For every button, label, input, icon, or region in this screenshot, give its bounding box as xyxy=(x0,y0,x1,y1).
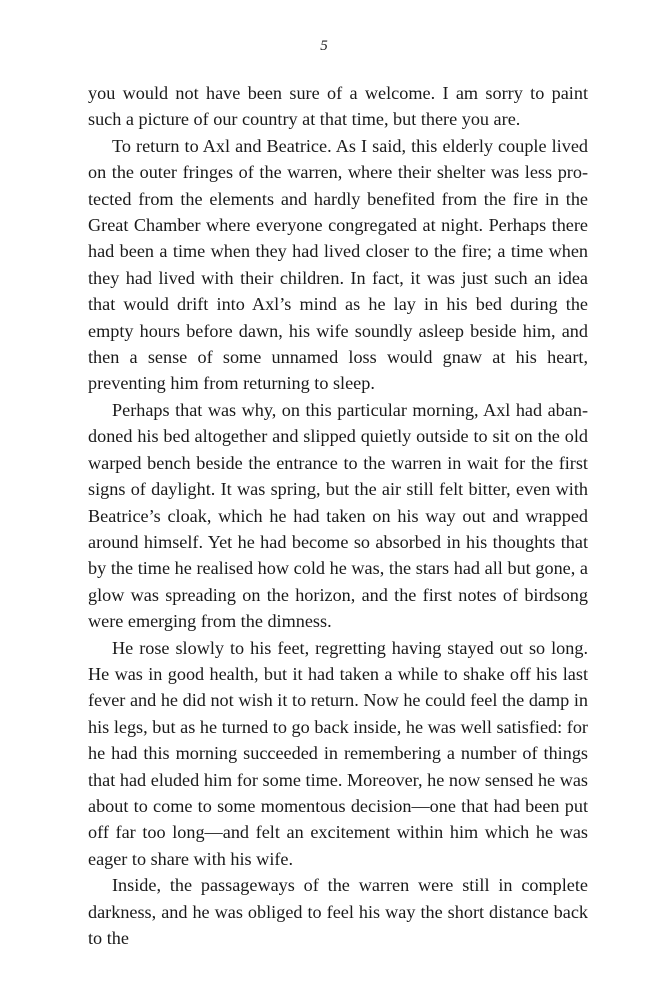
paragraph-2: To return to Axl and Beatrice. As I said, this elderly couple lived on the outer fringes of the warren, where their shelter was less protected from the elements and hardly benefited from the fire in the Great Chamber where everyone congregated at night. Perhaps there had been a time when they had lived closer to the fire; a time when they had lived with their children. In fact, it was just such an idea that would drift into Axl’s mind as he lay in his bed during the empty hours before dawn, his wife soundly asleep beside him, and then a sense of some unnamed loss would gnaw at his heart, preventing him from returning to sleep. xyxy=(88,135,588,394)
paragraph-3: Perhaps that was why, on this particular morning, Axl had abandoned his bed altogether and slipped quietly outside to sit on the old warped bench beside the entrance to the warren in wait for the first signs of daylight. It was spring, but the air still felt bitter, even with Beatrice’s cloak, which he had taken on his way out and wrapped around himself. Yet he had become so absorbed in his thoughts that by the time he realised how cold he was, the stars had all but gone, a glow was spreading on the horizon, and the first notes of birdsong were emerging from the dimness. xyxy=(88,399,588,632)
paragraph-5: Inside, the passageways of the warren were still in complete darkness, and he was obliged to feel his way the short distance back to the xyxy=(88,875,588,948)
paragraph-1: you would not have been sure of a welcome. I am sorry to paint such a picture of our country at that time, but there you are. xyxy=(88,83,588,130)
page-number: 5 xyxy=(320,38,328,54)
paragraph-4: He rose slowly to his feet, regretting having stayed out so long. He was in good health, but it had taken a while to shake off his last fever and he did not wish it to return. Now he could feel the damp in his legs, but as he turned to go back inside, he was well satisfied: for he had this morning succeeded in remembering a number of things that had eluded him for some time. Moreover, he now sensed he was about to come to some momentous decision—one that had been put off far too long—and felt an excitement within him which he was eager to share with his wife. xyxy=(88,637,588,869)
page-body xyxy=(88,80,588,951)
